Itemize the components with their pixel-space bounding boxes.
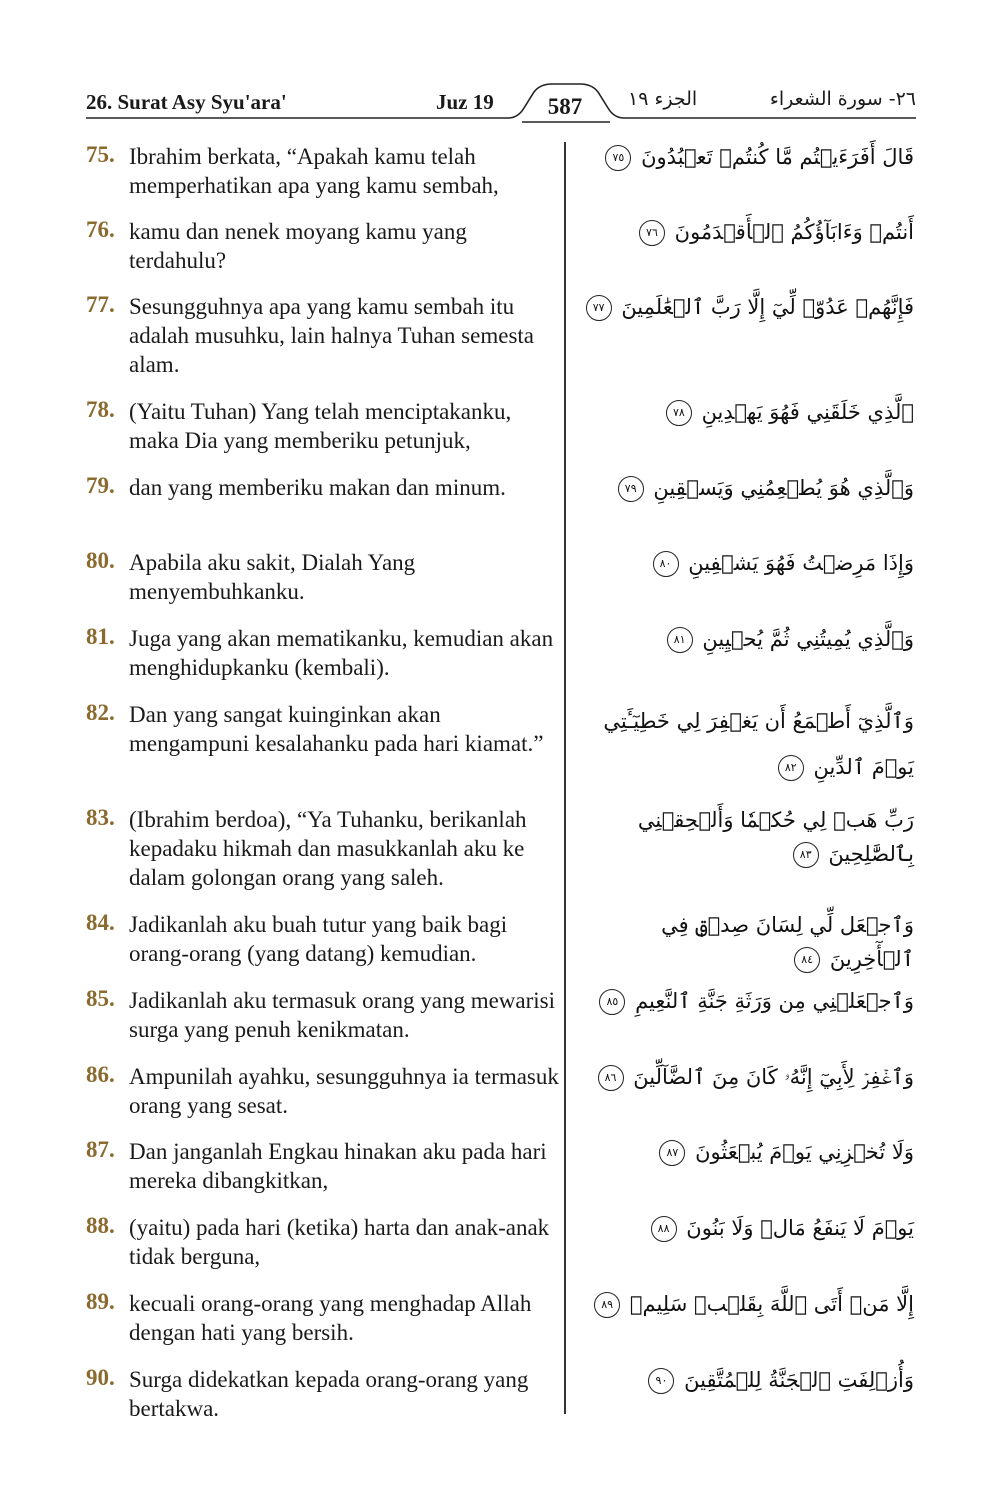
verse-translation: Dan janganlah Engkau hinakan aku pada hari mereka dibangkitkan, bbox=[129, 1139, 547, 1193]
verse-arabic bbox=[580, 1135, 914, 1169]
verse-number: 85. bbox=[86, 986, 115, 1011]
verse-translation: kamu dan nenek moyang kamu yang terdahulu? bbox=[129, 219, 467, 273]
verse-number: 77. bbox=[86, 292, 115, 317]
ayah-end-marker: ٧٩ bbox=[618, 476, 644, 502]
arabic-text: وَلَا تُخۡزِنِي يَوۡمَ يُبۡعَثُونَ bbox=[695, 1140, 914, 1164]
verse-arabic bbox=[580, 908, 914, 976]
column-divider bbox=[564, 142, 566, 1414]
verse-number: 87. bbox=[86, 1137, 115, 1162]
ayah-end-marker: ٧٨ bbox=[666, 400, 692, 426]
verse-translation: Jadikanlah aku buah tutur yang baik bagi orang-orang (yang datang) kemudian. bbox=[129, 912, 508, 966]
verse-arabic bbox=[580, 1287, 914, 1321]
verse-arabic bbox=[580, 215, 914, 249]
arabic-text: وَإِذَا مَرِضۡتُ فَهُوَ يَشۡفِينِ bbox=[688, 551, 914, 575]
ayah-end-marker: ٨٥ bbox=[599, 989, 625, 1015]
arabic-text: وَأُزۡلِفَتِ ٱلۡجَنَّةُ لِلۡمُتَّقِينَ bbox=[684, 1368, 914, 1392]
verse-translation: (Yaitu Tuhan) Yang telah menciptakanku, maka Dia yang memberiku petunjuk, bbox=[129, 399, 512, 453]
verse-arabic bbox=[580, 1363, 914, 1397]
arabic-text: وَٱجۡعَل لِّي لِسَانَ صِدۡقٖ فِي ٱلۡأٓخِرِينَ bbox=[661, 913, 914, 971]
arabic-text: وَٱجۡعَلۡنِي مِن وَرَثَةِ جَنَّةِ ٱلنَّعِيمِ bbox=[635, 989, 914, 1013]
verse-arabic bbox=[580, 622, 914, 656]
verse-translation: (Ibrahim berdoa), “Ya Tuhanku, berikanlah kepadaku hikmah dan masukkanlah aku ke dalam golongan orang yang saleh. bbox=[129, 807, 527, 890]
verse-number: 90. bbox=[86, 1365, 115, 1390]
arabic-text: قَالَ أَفَرَءَيۡتُم مَّا كُنتُمۡ تَعۡبُدُونَ bbox=[641, 145, 914, 169]
verse-arabic bbox=[580, 395, 914, 429]
arabic-text: رَبِّ هَبۡ لِي حُكۡمٗا وَأَلۡحِقۡنِي بِٱلصَّٰلِحِينَ bbox=[637, 808, 914, 866]
juz-label-latin: Juz 19 bbox=[436, 90, 494, 114]
verse-number: 82. bbox=[86, 700, 115, 725]
verse-translation: Ampunilah ayahku, sesungguhnya ia termasuk orang yang sesat. bbox=[129, 1064, 559, 1118]
arabic-text: وَٱلَّذِيٓ أَطۡمَعُ أَن يَغۡفِرَ لِي خَطِيٓـَٔتِي يَوۡمَ ٱلدِّينِ bbox=[603, 709, 914, 779]
ayah-end-marker: ٨٨ bbox=[651, 1216, 677, 1242]
verse-arabic bbox=[580, 984, 914, 1018]
ayah-end-marker: ٨٤ bbox=[794, 947, 820, 973]
ayah-end-marker: ٨٢ bbox=[778, 755, 804, 781]
surah-title-arabic: ٢٦- سورة الشعراء bbox=[769, 88, 916, 110]
ayah-end-marker: ٨٦ bbox=[598, 1065, 624, 1091]
verse-translation: Apabila aku sakit, Dialah Yang menyembuhkanku. bbox=[129, 550, 416, 604]
arabic-text: وَٱغۡفِرۡ لِأَبِيٓ إِنَّهُۥ كَانَ مِنَ ٱلضَّآلِّينَ bbox=[633, 1065, 914, 1089]
verse-translation: (yaitu) pada hari (ketika) harta dan anak-anak tidak berguna, bbox=[129, 1215, 550, 1269]
ayah-end-marker: ٩٠ bbox=[648, 1368, 674, 1394]
arabic-text: أَنتُمۡ وَءَابَآؤُكُمُ ٱلۡأَقۡدَمُونَ bbox=[674, 220, 914, 244]
surah-title-latin: 26. Surat Asy Syu'ara' bbox=[86, 90, 287, 114]
verse-translation: dan yang memberiku makan dan minum. bbox=[129, 475, 506, 500]
ayah-end-marker: ٧٦ bbox=[639, 220, 665, 246]
arabic-text: وَٱلَّذِي هُوَ يُطۡعِمُنِي وَيَسۡقِينِ bbox=[653, 476, 914, 500]
verse-arabic bbox=[580, 1211, 914, 1245]
verse-translation: Juga yang akan mematikanku, kemudian akan menghidupkanku (kembali). bbox=[129, 626, 554, 680]
verse-arabic bbox=[580, 803, 914, 871]
page-header bbox=[0, 0, 1000, 130]
verse-translation: kecuali orang-orang yang menghadap Allah dengan hati yang bersih. bbox=[129, 1291, 532, 1345]
verse-arabic bbox=[580, 698, 914, 790]
ayah-end-marker: ٨٣ bbox=[793, 842, 819, 868]
verse-number: 80. bbox=[86, 548, 115, 573]
verse-number: 78. bbox=[86, 397, 115, 422]
verse-translation: Ibrahim berkata, “Apakah kamu telah memperhatikan apa yang kamu sembah, bbox=[129, 144, 499, 198]
ayah-end-marker: ٨٧ bbox=[659, 1140, 685, 1166]
arabic-text: ٱلَّذِي خَلَقَنِي فَهُوَ يَهۡدِينِ bbox=[701, 400, 914, 424]
verse-translation: Sesungguhnya apa yang kamu sembah itu adalah musuhku, lain halnya Tuhan semesta alam. bbox=[129, 294, 534, 377]
verse-number: 86. bbox=[86, 1062, 115, 1087]
arabic-text: فَإِنَّهُمۡ عَدُوّٞ لِّيٓ إِلَّا رَبَّ ٱلۡعَٰلَمِينَ bbox=[621, 295, 914, 319]
verse-number: 75. bbox=[86, 142, 115, 167]
ayah-end-marker: ٨٠ bbox=[653, 551, 679, 577]
ayah-end-marker: ٨٩ bbox=[594, 1292, 620, 1318]
arabic-text: إِلَّا مَنۡ أَتَى ٱللَّهَ بِقَلۡبٖ سَلِيمٖ bbox=[629, 1292, 914, 1316]
verse-number: 88. bbox=[86, 1213, 115, 1238]
ayah-end-marker: ٧٥ bbox=[605, 145, 631, 171]
verse-arabic bbox=[580, 546, 914, 580]
verse-number: 79. bbox=[86, 473, 115, 498]
verse-arabic bbox=[580, 290, 914, 324]
verse-arabic bbox=[580, 471, 914, 505]
verse-arabic bbox=[580, 140, 914, 174]
verse-translation: Dan yang sangat kuinginkan akan mengampuni kesalahanku pada hari kiamat.” bbox=[129, 702, 544, 756]
verse-number: 83. bbox=[86, 805, 115, 830]
juz-label-arabic: الجزء ١٩ bbox=[628, 88, 698, 110]
verse-translation: Jadikanlah aku termasuk orang yang mewarisi surga yang penuh kenikmatan. bbox=[129, 988, 556, 1042]
verse-number: 81. bbox=[86, 624, 115, 649]
arabic-text: وَٱلَّذِي يُمِيتُنِي ثُمَّ يُحۡيِينِ bbox=[702, 627, 914, 651]
arabic-text: يَوۡمَ لَا يَنفَعُ مَالٞ وَلَا بَنُونَ bbox=[686, 1216, 914, 1240]
verse-translation: Surga didekatkan kepada orang-orang yang bertakwa. bbox=[129, 1367, 529, 1421]
ayah-end-marker: ٨١ bbox=[667, 627, 693, 653]
ayah-end-marker: ٧٧ bbox=[586, 295, 612, 321]
verse-arabic bbox=[580, 1060, 914, 1094]
page-number: 587 bbox=[547, 94, 583, 119]
verse-number: 84. bbox=[86, 910, 115, 935]
verse-number: 89. bbox=[86, 1289, 115, 1314]
verse-number: 76. bbox=[86, 217, 115, 242]
